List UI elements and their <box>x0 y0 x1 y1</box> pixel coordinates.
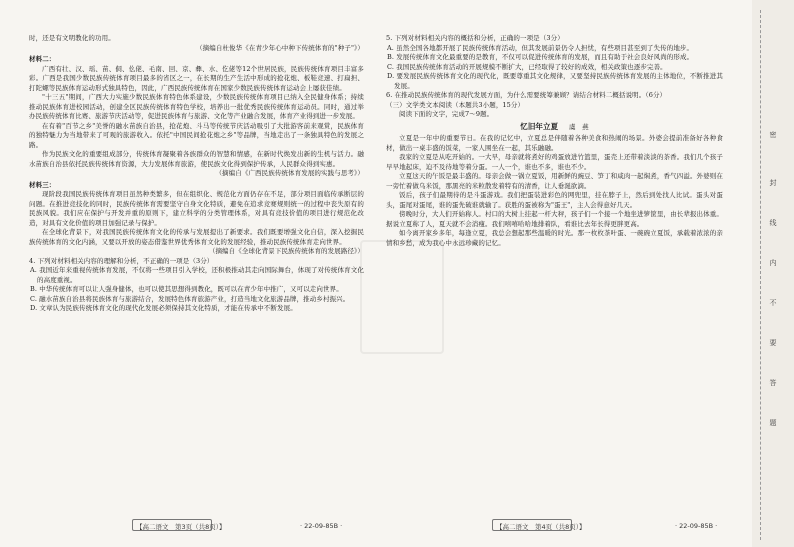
margin-char: 不 <box>769 299 777 307</box>
paragraph: 我家的立夏是从吃开始的。一大早，母亲就将煮好的鸡蛋放进竹篮里，蛋壳上还带着淡淡的茶香。我们几个孩子早早地起床，迫不及待地等着分蛋。一人一个，谁也不多，谁也不少。 <box>386 153 723 171</box>
section-heading: （三）文学类文本阅读（本题共3小题，15分） <box>386 100 525 109</box>
essay-author: 虞 燕 <box>568 122 589 131</box>
margin-char: 要 <box>769 339 777 347</box>
source-note: （摘编自《广西民族传统体育发展的实践与思考》） <box>215 169 364 177</box>
paragraph: "十三五"期间，广西大力实施少数民族体育特色体系建设，少数民族传统体育项目已纳入全民健身体系；持续推动民族体育进校园活动，创建全区民族传统体育特色学校，培养出一批优秀民族传统体育运动员。同时，通过举办民族传统体育比赛、旅游节庆活动等，促进民族体育与旅游、文化等产业融合发展，体育产业得到进一步发展。 <box>29 93 364 120</box>
page-code: · 22-09-85B · <box>300 522 343 530</box>
paragraph: 时，还是有文明教化的功用。 <box>29 34 115 42</box>
essay-title-text: 忆旧年立夏 <box>520 121 559 131</box>
paragraph: 广西有壮、汉、瑶、苗、侗、仫佬、毛南、回、京、彝、水、仡佬等12个世居民族，民族传统体育项目丰富多彩。广西是我国少数民族传统体育项目最多的省区之一，在长期的生产生活中形成的抢花炮、板鞋竞速、打扁担、打陀螺等民族体育运动形式独具特色，因此，广西民族传统体育在国家少数民族传统体育运动会上屡获佳绩。 <box>29 64 364 92</box>
paragraph: 在全球化背景下，对我国民族传统体育文化的传承与发展提出了新要求。我们既要增强文化自信，深入挖掘民族传统体育的文化内涵，又要以开放的姿态借鉴世界优秀体育文化的发展经验，推动民族传统体育走向世界。 <box>29 228 364 246</box>
paragraph: 傍晚时分，大人们开始称人。村口的大树上挂起一杆大秤，孩子们一个接一个地坐进箩筐里，由长辈报出体重。据说立夏称了人，夏天就不会消瘦。我们嘻嘻哈哈地排着队，看谁比去年长得更胖更高。 <box>386 210 723 228</box>
margin-char: 线 <box>769 219 777 227</box>
paragraph: 在有着"百节之乡"美誉的融水苗族自治县，抢花炮、斗马等传统节庆活动吸引了大批游客前来观赏，民族体育的独特魅力为当地带来了可观的旅游收入。依托"中国民间抢花炮之乡"等品牌，当地走出了一条独具特色的发展之路。 <box>29 121 364 149</box>
margin-char: 题 <box>769 419 777 427</box>
question-6: 6. 在推动民族传统体育的现代发展方面，为什么需要统筹兼顾？请结合材料二概括说明。（6分） <box>386 91 667 99</box>
reading-instruction: 阅读下面的文字，完成7～9题。 <box>399 110 494 118</box>
watermark-image <box>360 240 444 354</box>
binding-margin <box>752 0 794 547</box>
paragraph: 现阶段我国民族传统体育项目虽然种类繁多，但在组织化、规范化方面仍存在不足，部分项目面临传承断层的问题。在推进竞技化的同时，民族传统体育需要坚守自身文化特质，避免在追求竞赛规则统一的过程中丧失原有的民族风貌。我们应在保护与开发并重的原则下，建立科学的分类管理体系，对具有竞技价值的项目进行规范化改造，对具有文化价值的项目加强记录与保护。 <box>29 190 364 227</box>
option-a: A. 我国近年来重视传统体育发展，不仅将一些项目引入学校，还积极推动其走向国际舞台，体现了对传统体育文化的高度重视。 <box>30 266 364 284</box>
option-d: D. 文章认为民族传统体育文化的现代化发展必须保持其文化特质，才能在传承中不断发展。 <box>30 304 297 312</box>
page-code: · 22-09-85B · <box>675 522 718 530</box>
material-heading: 材料二： <box>29 55 56 63</box>
left-column <box>29 34 364 314</box>
option-c: C. 融水苗族自治县将民族体育与旅游结合，发展特色体育旅游产业，打造当地文化旅游品牌，推动乡村振兴。 <box>30 294 350 303</box>
source-note: （摘编自杜俊华《在青少年心中种下传统体育的"种子"》） <box>196 43 364 52</box>
page-footer: 【高二语文 第4页（共8页）】 <box>496 523 586 531</box>
margin-char: 封 <box>769 179 777 187</box>
paragraph: 饭后，孩子们最期待的是斗蛋游戏。我们把蛋装进彩色的网兜里，挂在脖子上，然后到处找人比试。蛋头对蛋头，蛋尾对蛋尾，谁的蛋先破谁就输了。获胜的蛋被称为"蛋王"，主人会得意好几天。 <box>386 191 723 209</box>
paragraph: 立夏是一年中的重要节日。在我的记忆中，立夏总是伴随着各种美食和热闹的场景。外婆会提前准备好各种食材，做出一桌丰盛的饭菜，一家人围坐在一起，其乐融融。 <box>386 134 723 152</box>
option-a: A. 虽然全国各地都开展了民族传统体育活动，但其发展前景仍令人担忧，有些项目甚至到了失传的地步。 <box>387 43 694 52</box>
question-4: 4. 下列对材料相关内容的理解和分析，不正确的一项是（3分） <box>29 256 214 265</box>
margin-char: 内 <box>769 259 777 267</box>
option-b: B. 中华传统体育可以让人强身健体，也可以使其思想得到教化，既可以在青少年中推广，又可以走向世界。 <box>30 285 343 293</box>
margin-char: 密 <box>769 131 777 139</box>
paragraph: 立夏这天的午饭是最丰盛的。母亲会做一锅立夏饭，用新鲜的豌豆、笋丁和咸肉一起焖煮，香气四溢。外婆则在一旁忙着做乌米饭，那黑亮的米粒散发着特有的清香，让人垂涎欲滴。 <box>386 172 723 190</box>
seal-line <box>760 10 761 540</box>
source-note: （摘编自《全球化背景下民族传统体育的发展路径》） <box>208 247 364 255</box>
page-footer: 【高二语文 第3页（共8页）】 <box>136 523 226 531</box>
option-d: D. 要发展民族传统体育文化的现代化，既要尊重其文化规律，又要坚持民族传统体育发展的主体地位，不断推进其发展。 <box>387 72 723 90</box>
right-column <box>386 34 723 248</box>
margin-char: 答 <box>769 379 777 387</box>
question-5: 5. 下列对材料相关内容的概括和分析，正确的一项是（3分） <box>386 34 564 42</box>
option-b: B. 发展传统体育文化最重要的是教育，不仅可以促进传统体育的发展，而且有助于社会良好风尚的形成。 <box>387 53 694 61</box>
paragraph: 作为民族文化的重要组成部分，传统体育凝聚着各族群众的智慧和情感，在新时代焕发出新的生机与活力。融水苗族自治县依托民族传统体育资源，大力发展体育旅游，使民族文化得到保护传承，人民群众得到实惠。 <box>29 150 364 168</box>
option-c: C. 我国民族传统体育活动的开展规模不断扩大，已经取得了较好的成效，相关政策也逐步完善。 <box>387 62 667 71</box>
paragraph: 如今离开家乡多年，每逢立夏，我总会想起那些温暖的时光。那一枚枚茶叶蛋、一碗碗立夏饭，承载着浓浓的亲情和乡愁，成为我心中永远珍藏的记忆。 <box>386 229 723 247</box>
material-heading: 材料三： <box>29 180 56 189</box>
essay-title <box>386 122 723 133</box>
